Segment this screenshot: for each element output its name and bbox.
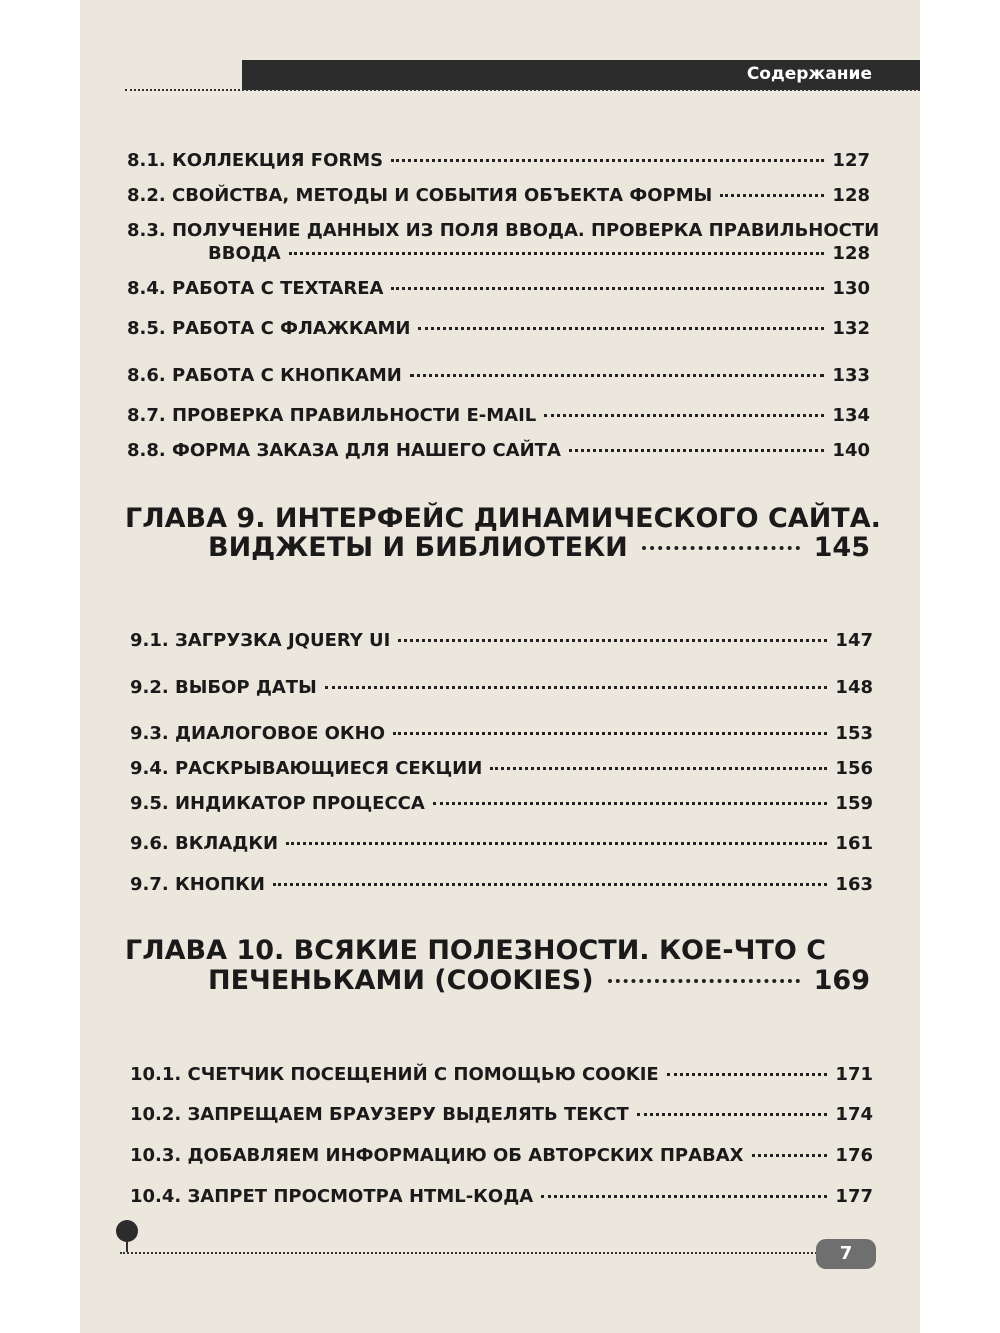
toc-entry[interactable] xyxy=(130,833,873,854)
toc-entry-title: 8.7. ПРОВЕРКА ПРАВИЛЬНОСТИ E-MAIL xyxy=(127,405,537,426)
toc-entry-title: 10.2. ЗАПРЕЩАЕМ БРАУЗЕРУ ВЫДЕЛЯТЬ ТЕКСТ xyxy=(130,1104,629,1125)
toc-entry[interactable] xyxy=(208,243,870,264)
toc-entry-title: 10.4. ЗАПРЕТ ПРОСМОТРА HTML-КОДА xyxy=(130,1186,534,1207)
toc-entry-page: 148 xyxy=(835,677,873,698)
chapter-page: 145 xyxy=(813,532,870,563)
toc-entry[interactable] xyxy=(130,677,873,698)
leader-dots xyxy=(286,842,827,845)
leader-dots xyxy=(608,979,800,983)
leader-dots xyxy=(289,252,825,255)
toc-entry-page: 130 xyxy=(832,278,870,299)
toc-entry-page: 177 xyxy=(835,1186,873,1207)
footer-divider xyxy=(120,1252,820,1254)
toc-entry[interactable] xyxy=(127,405,870,426)
toc-entry-page: 134 xyxy=(832,405,870,426)
toc-entry-title: 8.5. РАБОТА С ФЛАЖКАМИ xyxy=(127,318,411,339)
toc-entry[interactable] xyxy=(127,365,870,386)
toc-entry-page: 147 xyxy=(835,630,873,651)
toc-entry-title: 8.8. ФОРМА ЗАКАЗА ДЛЯ НАШЕГО САЙТА xyxy=(127,440,561,461)
leader-dots xyxy=(720,194,824,197)
toc-entry-page: 128 xyxy=(832,243,870,264)
toc-entry-title: 10.1. СЧЕТЧИК ПОСЕЩЕНИЙ С ПОМОЩЬЮ COOKIE xyxy=(130,1064,659,1085)
toc-entry-page: 171 xyxy=(835,1064,873,1085)
leader-dots xyxy=(273,883,828,886)
toc-entry[interactable] xyxy=(130,630,873,651)
chapter-heading-line2: ВИДЖЕТЫ И БИБЛИОТЕКИ xyxy=(208,532,628,563)
toc-entry-title: 9.7. КНОПКИ xyxy=(130,874,265,895)
toc-entry-title: 8.6. РАБОТА С КНОПКАМИ xyxy=(127,365,402,386)
leader-dots xyxy=(391,159,824,162)
toc-entry-page: 156 xyxy=(835,758,873,779)
leader-dots xyxy=(569,449,825,452)
toc-entry-title-line1[interactable]: 8.3. ПОЛУЧЕНИЕ ДАННЫХ ИЗ ПОЛЯ ВВОДА. ПРОВЕРКА ПРАВИЛЬНОСТИ xyxy=(127,220,880,241)
toc-entry[interactable] xyxy=(127,185,870,206)
chapter-page: 169 xyxy=(813,965,870,996)
leader-dots xyxy=(391,287,824,290)
toc-entry-title-line2: ВВОДА xyxy=(208,243,281,264)
chapter-heading-line1[interactable]: ГЛАВА 9. ИНТЕРФЕЙС ДИНАМИЧЕСКОГО САЙТА. xyxy=(125,503,881,534)
toc-entry-page: 176 xyxy=(835,1145,873,1166)
toc-entry-page: 163 xyxy=(835,874,873,895)
toc-entry[interactable] xyxy=(127,150,870,171)
toc-entry[interactable] xyxy=(130,874,873,895)
leader-dots xyxy=(642,546,800,550)
toc-entry-title: 9.4. РАСКРЫВАЮЩИЕСЯ СЕКЦИИ xyxy=(130,758,483,779)
page-title: Содержание xyxy=(746,64,872,84)
leader-dots xyxy=(490,767,827,770)
toc-entry-page: 161 xyxy=(835,833,873,854)
toc-entry-title: 9.5. ИНДИКАТОР ПРОЦЕССА xyxy=(130,793,425,814)
chapter-heading-line2: ПЕЧЕНЬКАМИ (COOKIES) xyxy=(208,965,594,996)
toc-entry-page: 128 xyxy=(832,185,870,206)
toc-entry-page: 133 xyxy=(832,365,870,386)
leader-dots xyxy=(667,1073,828,1076)
toc-entry-title: 8.4. РАБОТА С TEXTAREA xyxy=(127,278,384,299)
toc-entry-title: 9.6. ВКЛАДКИ xyxy=(130,833,279,854)
header-bar xyxy=(242,60,920,90)
leader-dots xyxy=(752,1154,828,1157)
leader-dots xyxy=(433,802,828,805)
toc-entry[interactable] xyxy=(127,440,870,461)
toc-entry-title: 8.1. КОЛЛЕКЦИЯ FORMS xyxy=(127,150,384,171)
chapter-heading-line1[interactable]: ГЛАВА 10. ВСЯКИЕ ПОЛЕЗНОСТИ. КОЕ-ЧТО С xyxy=(125,935,827,966)
leader-dots xyxy=(637,1113,828,1116)
toc-entry[interactable] xyxy=(130,723,873,744)
toc-entry[interactable] xyxy=(130,1186,873,1207)
toc-entry[interactable] xyxy=(130,793,873,814)
footer-bullet-stem xyxy=(126,1240,128,1252)
toc-entry-page: 132 xyxy=(832,318,870,339)
leader-dots xyxy=(418,327,824,330)
toc-entry[interactable] xyxy=(130,1064,873,1085)
toc-entry[interactable] xyxy=(130,1145,873,1166)
leader-dots xyxy=(544,414,824,417)
leader-dots xyxy=(410,374,825,377)
chapter-heading[interactable] xyxy=(208,532,870,563)
toc-entry-page: 153 xyxy=(835,723,873,744)
toc-entry[interactable] xyxy=(130,1104,873,1125)
toc-entry[interactable] xyxy=(127,278,870,299)
toc-entry[interactable] xyxy=(127,318,870,339)
leader-dots xyxy=(393,732,827,735)
leader-dots xyxy=(541,1195,827,1198)
toc-entry[interactable] xyxy=(130,758,873,779)
chapter-heading[interactable] xyxy=(208,965,870,996)
toc-entry-page: 140 xyxy=(832,440,870,461)
toc-entry-page: 159 xyxy=(835,793,873,814)
leader-dots xyxy=(398,639,827,642)
toc-entry-title: 9.2. ВЫБОР ДАТЫ xyxy=(130,677,317,698)
toc-entry-title: 8.2. СВОЙСТВА, МЕТОДЫ И СОБЫТИЯ ОБЪЕКТА ФОРМЫ xyxy=(127,185,713,206)
toc-entry-title: 9.1. ЗАГРУЗКА JQUERY UI xyxy=(130,630,391,651)
header-divider xyxy=(125,89,920,91)
toc-entry-title: 10.3. ДОБАВЛЯЕМ ИНФОРМАЦИЮ ОБ АВТОРСКИХ ПРАВАХ xyxy=(130,1145,744,1166)
page-number-badge: 7 xyxy=(816,1239,876,1269)
toc-entry-title: 9.3. ДИАЛОГОВОЕ ОКНО xyxy=(130,723,386,744)
footer-bullet-icon xyxy=(116,1220,138,1242)
toc-entry-page: 127 xyxy=(832,150,870,171)
toc-entry-page: 174 xyxy=(835,1104,873,1125)
leader-dots xyxy=(325,686,828,689)
